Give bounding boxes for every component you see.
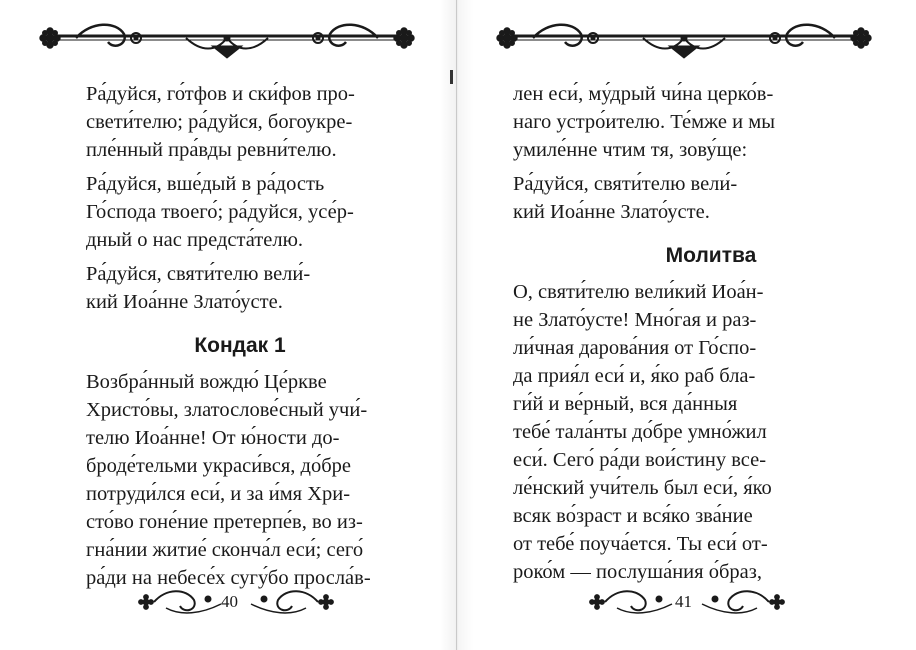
text-line: тебе́ тала́нты до́бре умно́жил — [513, 421, 767, 443]
text-line: кий Иоа́нне Злато́усте. — [86, 291, 283, 313]
ornament-vine-top-left-icon — [36, 16, 418, 60]
text-line: броде́тельми украси́вся, до́бре — [86, 455, 351, 477]
text-line: Ра́дуйся, святи́телю вели́- — [513, 173, 738, 195]
text-line: Ра́дуйся, вше́дый в ра́дость — [86, 173, 325, 195]
text-line: всяк во́зраст и вся́ко зва́ние — [513, 505, 753, 527]
text-line: да прия́л еси́ и, я́ко раб бла- — [513, 365, 756, 387]
text-line: ра́ди на небесе́х сугу́бо просла́в- — [86, 567, 371, 589]
page-number: 40 — [221, 592, 238, 611]
text-line: наго устро́ителю. Те́мже и мы — [513, 111, 775, 133]
paragraph — [86, 368, 394, 592]
ornament-vine-bottom-left-icon — [136, 584, 226, 620]
ornament-vine-bottom-right-icon — [246, 584, 336, 620]
text-line: пле́нный пра́вды ревни́телю. — [86, 139, 337, 161]
text-line: Возбра́нный вождю́ Це́ркве — [86, 371, 327, 393]
paragraph — [513, 278, 849, 586]
text-line: ги́й и ве́рный, вся да́нныя — [513, 393, 738, 415]
text-line: ли́чная дарова́ния от Го́спо- — [513, 337, 757, 359]
text-line: потруди́лся еси́, и за и́мя Хри- — [86, 483, 351, 505]
text-line: ле́нский учи́тель был еси́, я́ко — [513, 477, 772, 499]
left-page-text — [86, 80, 394, 592]
text-line: от тебе́ поуча́ется. Ты еси́ от- — [513, 533, 768, 555]
text-line: Ра́дуйся, го́тфов и ски́фов про- — [86, 83, 355, 105]
section-heading: Молитва — [665, 244, 757, 267]
section-heading: Кондак 1 — [194, 334, 286, 357]
text-line: телю Иоа́нне! От ю́ности до- — [86, 427, 340, 449]
text-line: роко́м — послуша́ния о́браз, — [513, 561, 762, 583]
text-line: Ра́дуйся, святи́телю вели́- — [86, 263, 311, 285]
text-line: сто́во гоне́ние претерпе́в, во из- — [86, 511, 363, 533]
text-line: О, святи́телю вели́кий Иоа́н- — [513, 281, 764, 303]
text-line: Го́спода твоего́; ра́дуйся, усе́р- — [86, 201, 354, 223]
right-page-text — [513, 80, 849, 586]
text-line: свети́телю; ра́дуйся, богоукре- — [86, 111, 353, 133]
text-line: Христо́вы, златослове́сный учи́- — [86, 399, 368, 421]
text-line: лен еси́, му́дрый чи́на церко́в- — [513, 83, 774, 105]
text-line: еси́. Сего́ ра́ди вои́стину все- — [513, 449, 767, 471]
text-line: кий Иоа́нне Злато́усте. — [513, 201, 710, 223]
paragraph — [86, 260, 394, 316]
ornament-vine-top-right-icon — [493, 16, 875, 60]
text-line: умиле́нне чтим тя, зову́ще: — [513, 139, 748, 161]
right-page — [457, 0, 916, 650]
paragraph — [86, 170, 394, 254]
paragraph — [513, 170, 849, 226]
paragraph — [86, 80, 394, 164]
ornament-vine-bottom-right-icon — [697, 584, 787, 620]
text-line: гна́нии житие́ сконча́л еси́; сего́ — [86, 539, 364, 561]
page-number: 41 — [675, 592, 692, 611]
paragraph — [513, 80, 849, 164]
text-line: не Злато́усте! Мно́гая и раз- — [513, 309, 757, 331]
left-page — [0, 0, 457, 650]
ornament-vine-bottom-left-icon — [587, 584, 677, 620]
text-line: дный о нас предста́телю. — [86, 229, 304, 251]
gutter-mark — [450, 70, 453, 84]
